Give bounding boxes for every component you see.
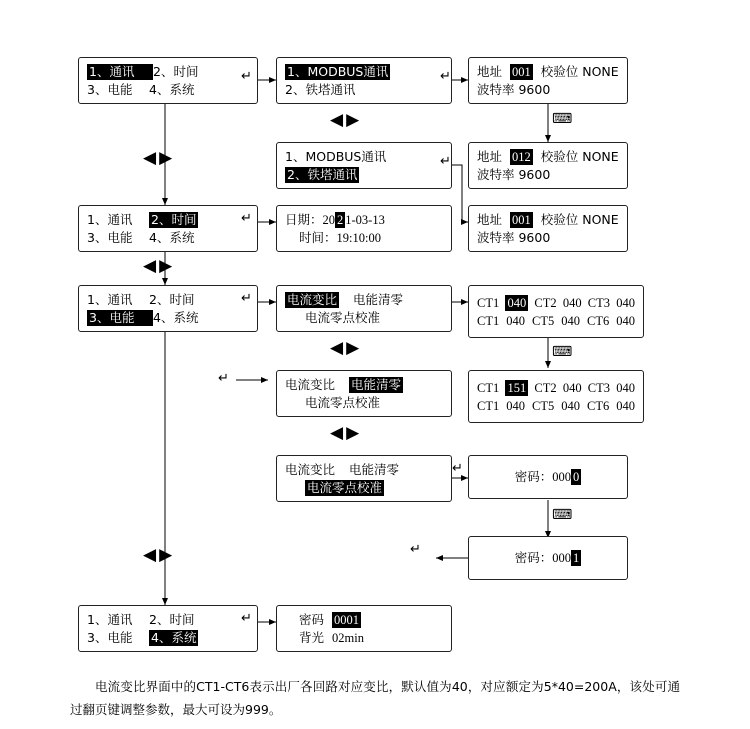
lcd-main-menu-time[interactable] [78,205,258,252]
system-line-1 [277,611,451,629]
lcd-tower-address-001[interactable] [468,205,628,252]
lcd-ct-ratio-151[interactable] [468,370,644,423]
menu-energy-line-1 [79,291,257,309]
menu-item-energy[interactable]: 3、电能 [87,229,133,245]
comm2-line-2 [277,166,451,184]
enter-key-password-back: ↵ [410,542,421,557]
password-value-pre: 000 [552,470,571,484]
menu-item-time[interactable]: 2、时间 [149,611,195,627]
date-row [277,211,451,229]
ct2-label: CT2 [534,295,557,310]
ct5-value[interactable]: 040 [561,313,581,328]
address-label: 地址 [477,63,503,79]
left-right-arrows-main-2: ◀▶ [143,256,176,276]
comm-item-modbus[interactable]: 1、MODBUS通讯 [285,148,387,164]
energy-line-1 [277,291,451,309]
address-label: 地址 [477,148,503,164]
ct5-value[interactable]: 040 [561,398,581,413]
lcd-date-time[interactable] [276,205,452,252]
comm-item-tower[interactable]: 2、铁塔通讯 [285,81,356,97]
ct6-value[interactable]: 040 [616,398,636,413]
baudrate-label: 波特率 9600 [477,81,551,97]
lcd-energy-menu-clear[interactable] [276,370,452,417]
date-value-pre: 20 [322,212,336,227]
energy-item-zero-cal[interactable]: 电流零点校准 [305,394,381,410]
menu-item-time[interactable]: 2、时间 [151,211,197,227]
ct4-value[interactable]: 040 [506,398,525,413]
ct5-label: CT5 [532,313,555,328]
menu-item-energy[interactable]: 3、电能 [87,81,133,97]
ct1-label: CT1 [477,295,500,310]
password-label: 密码： [514,469,553,484]
ct3-value[interactable]: 040 [616,295,635,310]
menu-item-comm[interactable]: 1、通讯 [87,64,153,80]
enter-key-main-1: ↵ [241,69,252,84]
lcd-password-0001[interactable] [468,536,628,580]
energy-zero-line-1 [277,461,451,479]
baudrate-label: 波特率 9600 [477,166,551,182]
energy-item-zero-cal[interactable]: 电流零点校准 [305,309,381,325]
energy-zero-line-2 [277,479,451,497]
menu-system-line-2 [79,629,257,647]
menu-item-system[interactable]: 4、系统 [149,81,195,97]
date-value-post: 1-03-13 [345,212,385,227]
enter-key-main-3: ↵ [241,291,252,306]
lcd-system-settings[interactable] [276,605,452,652]
comm-line-1 [277,63,451,84]
left-right-arrows-comm: ◀▶ [330,110,363,130]
page-key-icon-modbus: ⌨ [552,111,573,127]
left-right-arrows-main-3: ◀▶ [143,545,176,565]
comm2-line-1 [277,148,451,169]
time-value[interactable]: 19:10:00 [336,230,381,245]
left-right-arrows-energy-2: ◀▶ [330,423,363,443]
enter-key-main-4: ↵ [241,611,252,626]
lcd-main-menu-energy[interactable] [78,285,258,332]
address-value[interactable]: 001 [512,64,531,79]
ct6-label: CT6 [587,313,610,328]
footnote-text: 电流变比界面中的CT1-CT6表示出厂各回路对应变比，默认值为40，对应额定为5*40=200A，该处可通过翻页键调整参数，最大可设为999。 [70,679,680,717]
ct3-label: CT3 [587,295,611,310]
menu-line-2 [79,81,257,99]
menu-time-line-2 [79,229,257,247]
comm-item-tower[interactable]: 2、铁塔通讯 [287,166,358,182]
password-row [469,468,627,486]
lcd-password-0000[interactable] [468,455,628,499]
backlight-label: 背光 [299,629,325,645]
addr-line-2 [469,81,627,99]
ct4-value[interactable]: 040 [506,313,525,328]
tower-addr-line-2 [469,229,627,247]
time-row [277,229,451,247]
address-value[interactable]: 001 [512,212,531,227]
menu-energy-line-2 [79,309,257,327]
enter-key-comm-tower: ↵ [440,154,451,169]
ct1-label: CT1 [477,380,500,395]
comm-item-modbus[interactable]: 1、MODBUS通讯 [287,63,389,79]
backlight-value[interactable]: 02min [332,630,364,645]
energy-item-ratio[interactable]: 电流变比 [285,376,336,392]
enter-key-zero-cal: ↵ [452,461,463,476]
menu-item-comm[interactable]: 1、通讯 [87,611,133,627]
password-value-selected[interactable]: 0 [573,470,580,484]
ct-line-1 [469,294,643,312]
ct4-label: CT1 [477,398,500,413]
enter-key-main-2: ↵ [241,211,252,226]
energy-line-2 [277,309,451,327]
energy-clear-line-2 [277,394,451,412]
password-value[interactable]: 0001 [334,612,360,627]
menu-item-time[interactable]: 2、时间 [149,291,195,307]
menu-system-line-1 [79,611,257,629]
tower-addr-line-1 [469,211,627,229]
lcd-modbus-address-001[interactable] [468,57,628,104]
menu-time-line-1 [79,211,257,229]
lcd-comm-menu-tower[interactable] [276,142,452,189]
parity-label: 校验位 NONE [540,211,619,227]
menu-item-comm[interactable]: 1、通讯 [87,291,133,307]
energy-clear-line-1 [277,376,451,394]
ct6-value[interactable]: 040 [616,313,636,328]
time-label: 时间： [299,229,337,245]
password-label: 密码 [299,611,325,627]
lcd-comm-menu-modbus[interactable] [276,57,452,104]
parity-label: 校验位 NONE [540,63,619,79]
energy-item-clear[interactable]: 电能清零 [351,376,402,392]
menu-item-comm[interactable]: 1、通讯 [87,211,133,227]
ct151-line-1 [469,379,643,397]
ct151-line-2 [469,397,643,415]
lcd-main-menu-1[interactable] [78,57,258,104]
menu-item-system[interactable]: 4、系统 [149,229,195,245]
addr012-line-1 [469,148,627,166]
page-key-icon-password: ⌨ [552,507,573,523]
menu-item-energy[interactable]: 3、电能 [87,629,133,645]
address-value[interactable]: 012 [512,149,531,164]
password-label: 密码： [514,550,553,565]
lcd-main-menu-system[interactable] [78,605,258,652]
energy-item-zero-cal[interactable]: 电流零点校准 [307,479,383,495]
ct2-label: CT2 [534,380,557,395]
ct1-value[interactable]: 151 [507,380,527,395]
lcd-ct-ratio-040[interactable] [468,285,644,338]
baudrate-label: 波特率 9600 [477,229,551,245]
left-right-arrows-main-1: ◀▶ [143,148,176,168]
ct4-label: CT1 [477,313,500,328]
menu-item-system[interactable]: 4、系统 [153,309,199,325]
ct3-label: CT3 [587,380,611,395]
password-value-pre: 000 [552,551,571,565]
ct5-label: CT5 [532,398,555,413]
energy-item-clear[interactable]: 电能清零 [353,291,404,307]
energy-item-ratio[interactable]: 电流变比 [285,461,336,477]
date-value-selected[interactable]: 2 [337,212,344,227]
energy-item-clear[interactable]: 电能清零 [349,461,400,477]
addr012-line-2 [469,166,627,184]
ct3-value[interactable]: 040 [616,380,635,395]
energy-item-ratio[interactable]: 电流变比 [287,291,338,307]
comm-line-2 [277,81,451,99]
address-label: 地址 [477,211,503,227]
system-line-2 [277,629,451,647]
menu-line-1 [79,63,257,84]
menu-item-system[interactable]: 4、系统 [151,629,197,645]
left-right-arrows-energy-1: ◀▶ [330,338,363,358]
parity-label: 校验位 NONE [540,148,619,164]
ct-line-2 [469,312,643,330]
lcd-modbus-address-012[interactable] [468,142,628,189]
menu-item-energy[interactable]: 3、电能 [87,310,153,326]
addr-line-1 [469,63,627,81]
lcd-energy-menu-ratio[interactable] [276,285,452,332]
enter-key-energy-clear: ↵ [218,371,229,386]
ct2-value[interactable]: 040 [562,295,582,310]
lcd-energy-menu-zero-cal[interactable] [276,455,452,502]
date-label: 日期： [285,211,323,227]
ct6-label: CT6 [587,398,610,413]
enter-key-comm-modbus: ↵ [440,69,451,84]
page-key-icon-ct: ⌨ [552,344,573,360]
ct2-value[interactable]: 040 [562,380,582,395]
password-value-selected[interactable]: 1 [573,551,580,565]
menu-item-time[interactable]: 2、时间 [153,63,199,79]
ct1-value[interactable]: 040 [507,295,527,310]
password2-row [469,549,627,567]
